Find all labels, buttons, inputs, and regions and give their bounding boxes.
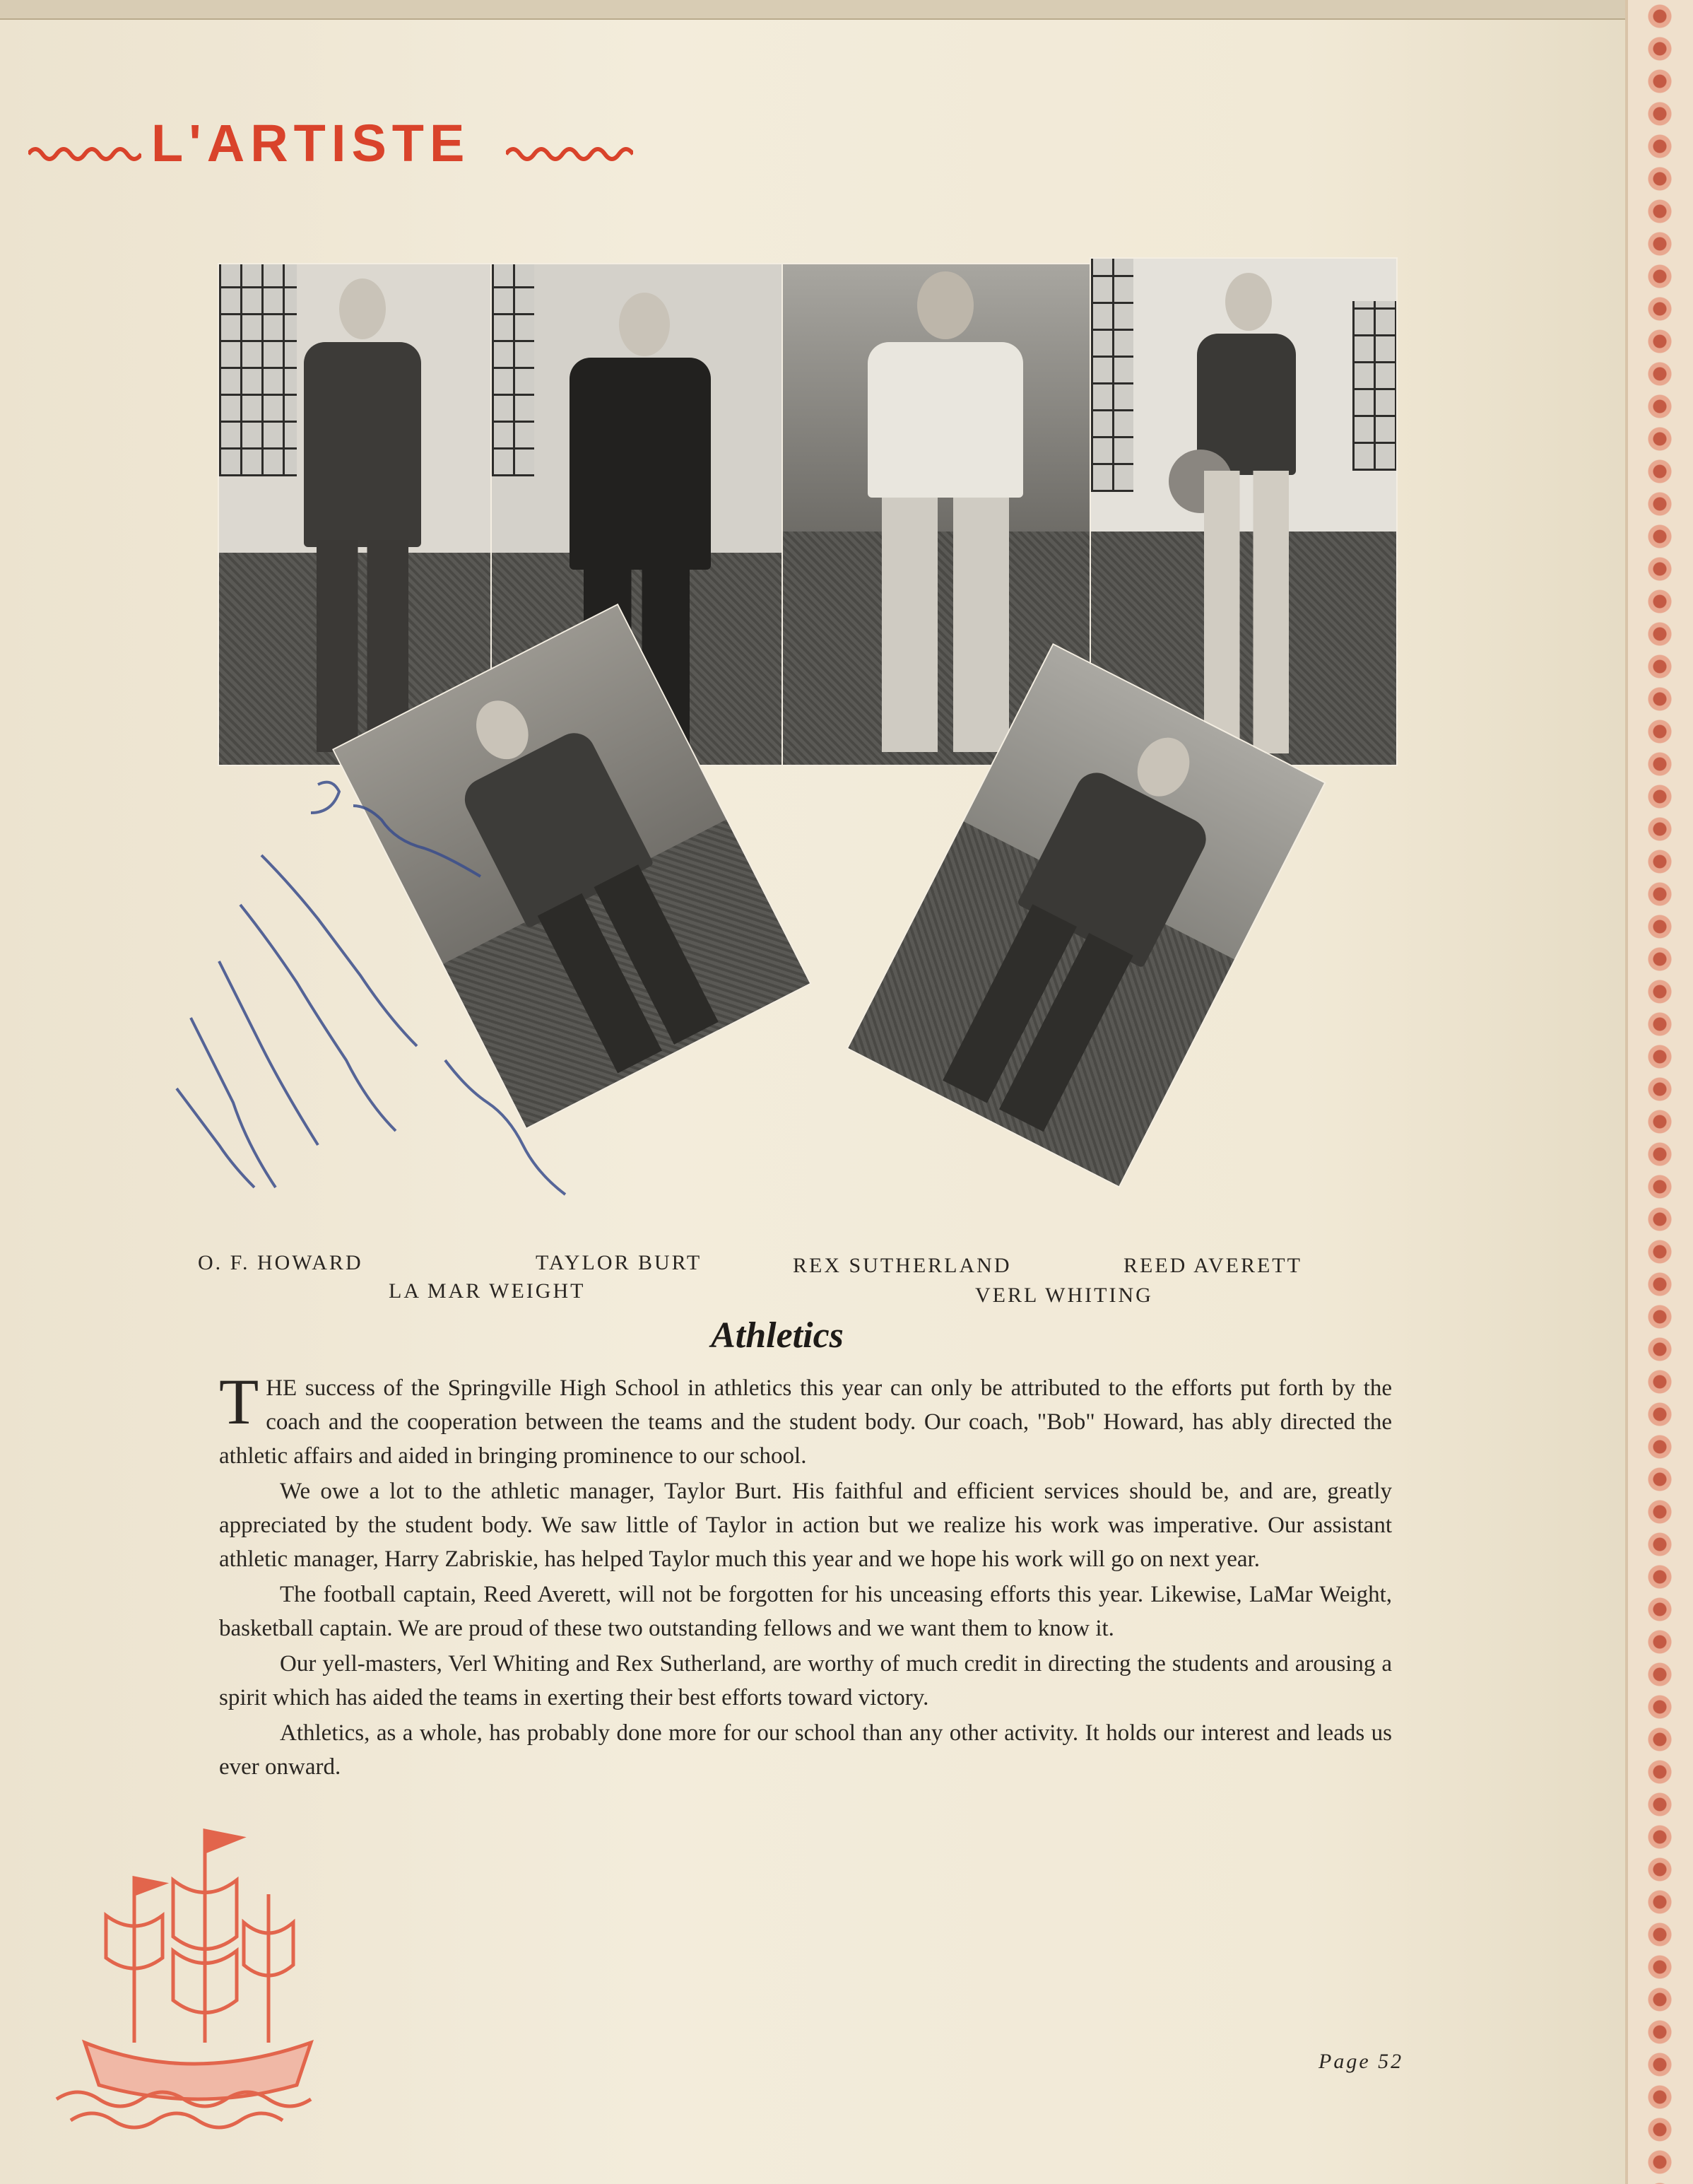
publication-title: L'ARTISTE [151, 114, 471, 172]
paragraph-3: The football captain, Reed Averett, will not be forgotten for his unceasing efforts this year. Likewise, LaMar Weight, basketball captain. We are proud of these two outstanding fellows and we want them to know it. [219, 1582, 1392, 1641]
caption-taylor-burt: TAYLOR BURT [536, 1251, 702, 1274]
handwritten-inscription [148, 763, 643, 1315]
wave-ornament-right-icon [506, 141, 633, 163]
caption-rex-sutherland: REX SUTHERLAND [793, 1254, 1012, 1277]
page-top-edge [0, 0, 1625, 20]
section-heading: Athletics [711, 1315, 844, 1356]
article-body [219, 1366, 1392, 1785]
page-header [28, 113, 636, 177]
caption-lamar-weight: LA MAR WEIGHT [389, 1279, 586, 1303]
drop-cap: T [219, 1366, 259, 1438]
caption-verl-whiting: VERL WHITING [975, 1284, 1153, 1307]
wave-ornament-left-icon [28, 141, 141, 163]
caption-howard: O. F. HOWARD [198, 1251, 363, 1274]
paragraph-2: We owe a lot to the athletic manager, Taylor Burt. His faithful and efficient services should be, and are, greatly appreciated by the student body. We saw little of Taylor in action but we realize his work was imperative. Our assistant athletic manager, Harry Zabriskie, has helped Taylor much this year and we hope his work will go on next year. [219, 1479, 1392, 1572]
paragraph-1: THE success of the Springville High School in athletics this year can only be attributed to the efforts put forth by the coach and the cooperation between the teams and the student body. Our coach, "Bob" Howard, has ably directed the athletic affairs and aided in bringing prominence to our school. [219, 1366, 1392, 1469]
paragraph-4: Our yell-masters, Verl Whiting and Rex Sutherland, are worthy of much credit in directing the students and arousing a spirit which has aided the teams in exerting their best efforts toward victory. [219, 1651, 1392, 1710]
galleon-ship-icon [42, 1809, 360, 2135]
paragraph-5: Athletics, as a whole, has probably done more for our school than any other activity. It holds our interest and leads us ever onward. [219, 1720, 1392, 1780]
page-number: Page 52 [1319, 2050, 1404, 2073]
decorative-spine-border [1638, 0, 1682, 2184]
caption-reed-averett: REED AVERETT [1123, 1254, 1302, 1277]
photo-captions [198, 1251, 1364, 1308]
